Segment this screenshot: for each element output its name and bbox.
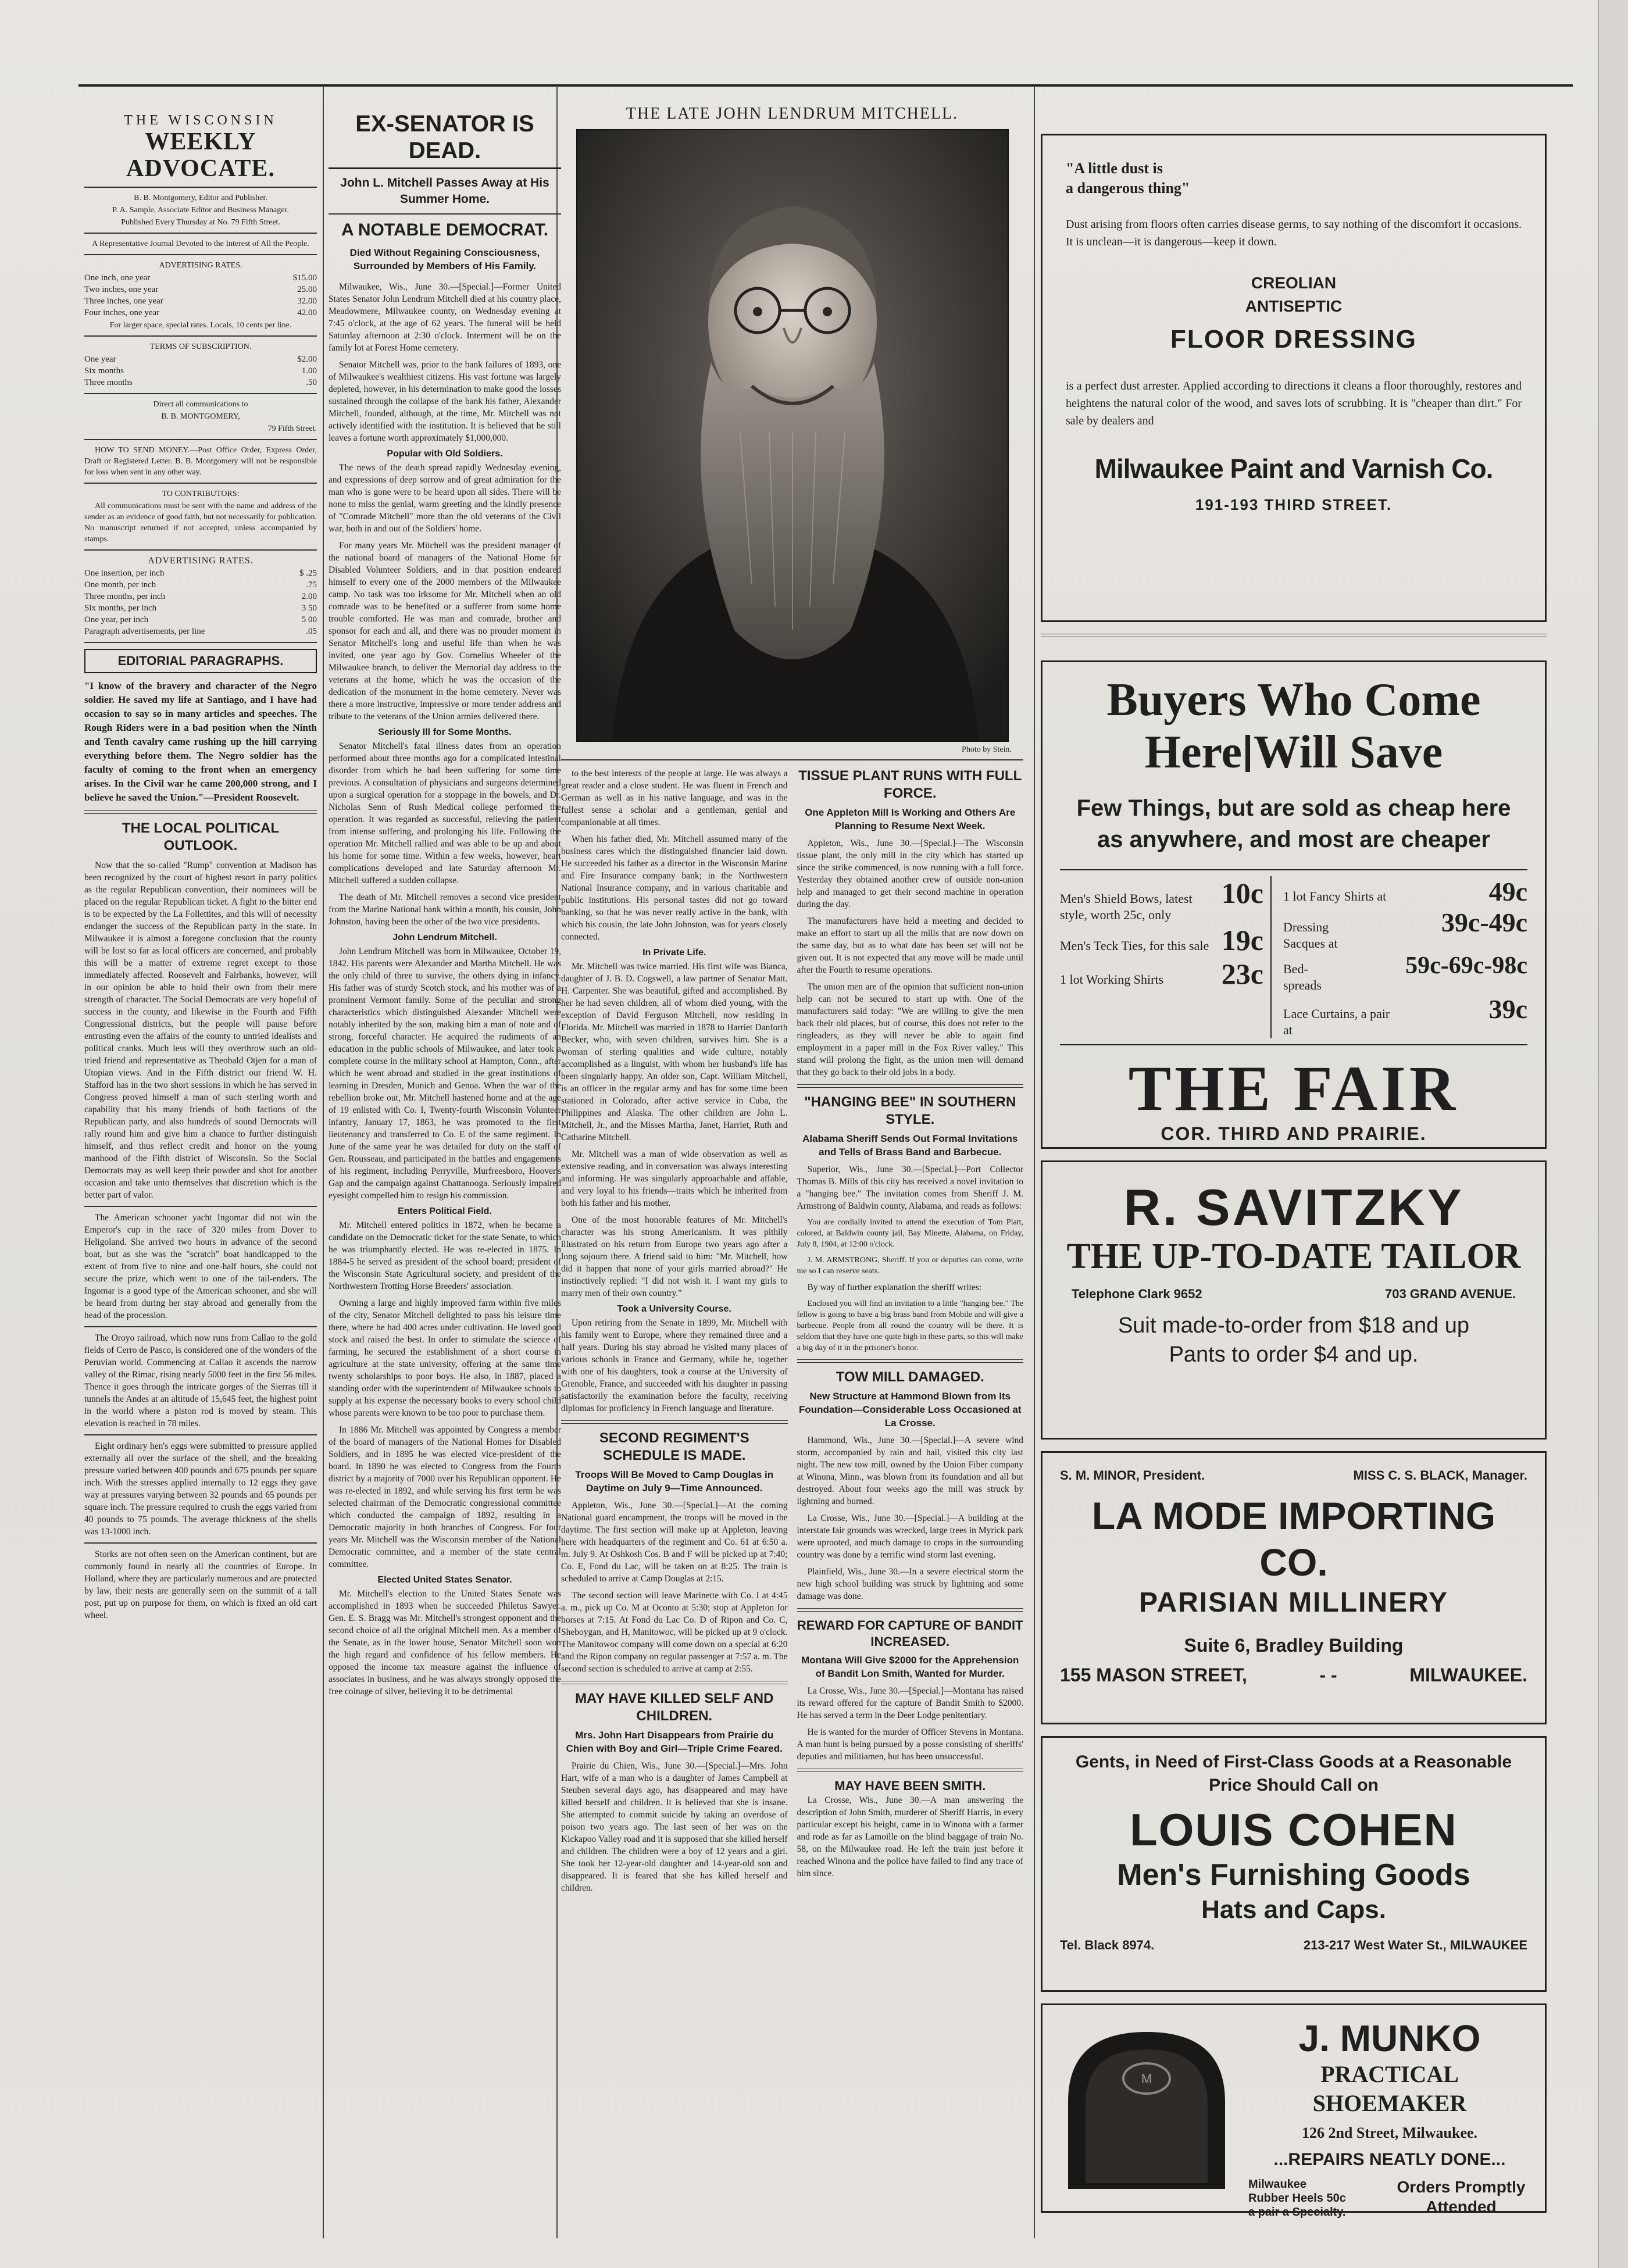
divider: [561, 759, 1023, 760]
product-name-1: CREOLIAN: [1251, 274, 1337, 292]
may-have-killed-deck: Mrs. John Hart Disappears from Prairie du Chien with Boy and Girl—Triple Crime Feared.: [566, 1730, 783, 1754]
article-paragraph: Appleton, Wis., June 30.—[Special.]—At the coming National guard encampment, the troops will be moved in the daytime. The first section will make up at Appleton, leaving here with headquarters of the regiment and Co. 61 at 6:50 a. m. July 9. At Oshkosh Cos. B and F will be picked up at 7:40; Co. E, Fond du Lac, will be taken on at 8:25. The train is scheduled to arrive at Camp Douglas at 2:15.: [561, 1501, 788, 1584]
rate-price: $2.00: [297, 355, 317, 364]
article-paragraph: By way of further explanation the sheriff writes:: [807, 1283, 982, 1292]
rate-label: Four inches, one year: [84, 308, 160, 317]
fair-store-name: THE FAIR: [1128, 1053, 1459, 1124]
tow-mill-deck: New Structure at Hammond Blown from Its Foundation—Considerable Loss Occasioned at La Crosse.: [798, 1391, 1022, 1428]
rate-row: [84, 272, 317, 284]
rate-label: Paragraph advertisements, per line: [84, 627, 205, 636]
savitzky-offer-1: Suit made-to-order from $18 and up: [1118, 1313, 1470, 1338]
company-address: 191-193 THIRD STREET.: [1195, 496, 1393, 513]
motto: A Representative Journal Devoted to the Interest of All the People.: [92, 240, 309, 248]
price-label: Dressing Sacques at: [1283, 920, 1338, 951]
savitzky-address: 703 GRAND AVENUE.: [1385, 1287, 1516, 1301]
rate-row: [84, 591, 317, 602]
price-label: Men's Teck Ties, for this sale: [1060, 938, 1209, 953]
price-label: 1 lot Working Shirts: [1060, 972, 1164, 987]
article-paragraph: Mr. Mitchell was a man of wide observation as well as extensive reading, and in conversation was always interesting and informing. He was singularly approachable and affable, and very loyal to his friends—traits which he inherited from both his father and his mother.: [561, 1149, 788, 1208]
cohen-contact: [1060, 1938, 1527, 1953]
divider: [84, 1326, 317, 1327]
savitzky-offer-2: Pants to order $4 and up.: [1169, 1342, 1419, 1367]
rate-price: 1.00: [301, 366, 317, 376]
rate-row: [84, 602, 317, 614]
fair-line-2a: Here: [1144, 727, 1243, 778]
article-paragraph: The death of Mr. Mitchell removes a second vice president from the Marine National bank within a month, his cousin, John Johnston, having been the other of the two vice presidents.: [329, 892, 561, 927]
price-item: [1283, 907, 1527, 952]
rate-price: $ .25: [299, 569, 317, 578]
article-paragraph: Mr. Mitchell's election to the United States Senate was accomplished in 1893 when he succeeded Philetus Sawyer. Gen. E. S. Bragg was Mr. Mitchell's strongest opponent and the second choice of all the original Mitchell men. As a member of the Senate, as in the lower house, Senator Mitchell soon won the high regard and confidence of his fellow members. He opposed the income tax measure against the influence of associates in business, and he was always strongly opposed the free coinage of silver, believing it to be detrimental: [329, 1589, 561, 1696]
divider: [1041, 634, 1547, 637]
price-value: 49c: [1488, 877, 1527, 906]
la-mode-president: S. M. MINOR, President.: [1060, 1468, 1205, 1483]
rate-label: One inch, one year: [84, 273, 151, 283]
article-paragraph: The manufacturers have held a meeting and decided to make an effort to start up all the mills that are now down on the same day, but as to what date has been set will not be given out. It is not expected that any move will be made until after the Fourth to resume operations.: [797, 916, 1023, 975]
article-paragraph: For many years Mr. Mitchell was the president manager of the national board of managers of the National Home for Disabled Volunteer Soldiers, and in that position endeared himself to every one of the 2000 members of the Milwaukee camp. No task was too irksome for Mr. Mitchell when an old comrade was to be benefited or a sufferer from some home trouble comforted. He was man and comrade, brother and sponsor for each and all, and there was no prouder moment in Senator Mitchell's long and useful life than when he was invited, one year ago by Gov. Cornelius Wheeler of the Milwaukee branch, to deliver the Memorial day address to the veterans at the home, which he was the occasion of the dedication of the monument in the home cemetery. Never was there a more instructive, impressive or more tender address and tribute to the veterans of the Union armies delivered there.: [329, 541, 561, 722]
article-paragraph: Hammond, Wis., June 30.—[Special.]—A severe wind storm, accompanied by rain and hail, visited this city last night. The new tow mill, owned by the Union Fiber company at Winona, Minn., was blown from its foundation and all but destroyed. About four weeks ago the mill was struck by lightning and burned.: [797, 1435, 1023, 1506]
reward-headline: REWARD FOR CAPTURE OF BANDIT INCREASED.: [797, 1618, 1023, 1649]
article-paragraph: One of the most honorable features of Mr. Mitchell's character was his strong Americanism. It was pithily illustrated on his return from Europe two years ago after a long sojourn there. A friend said to him: "Mr. Mitchell, how did it happen that none of your girls married abroad?" He instinctively replied: "I did not wish it. I want my girls to marry men of their own country.": [561, 1215, 788, 1298]
price-label: Bed-spreads: [1283, 962, 1322, 992]
fair-separator: [1245, 735, 1250, 772]
divider: [797, 1608, 1024, 1612]
article-paragraph: He is wanted for the murder of Officer Stevens in Montana. A man hunt is being pursued by a posse consisting of sheriffs' deputies and militiamen, but has been unsuccessful.: [797, 1727, 1023, 1762]
la-mode-city: MILWAUKEE.: [1409, 1665, 1527, 1685]
ad-creolian: [1041, 134, 1547, 622]
roosevelt-quote: "I know of the bravery and character of the Negro soldier. He saved my life at Santiago, and I have had occasion to say so in many articles and speeches. The Rough Riders were in a bad position when the Ninth and Tenth cavalry came rushing up the hill carrying everything before them. The Negro soldier has the faculty of coming to the front when an emergency arises. In the Civil war he came 200,000 strong, and I believe he saved the Union."—President Roosevelt.: [84, 680, 317, 803]
mitchell-headline-2: A NOTABLE DEMOCRAT.: [341, 220, 549, 240]
column-2: [329, 87, 561, 2238]
article-paragraph: John Lendrum Mitchell was born in Milwaukee, October 19, 1842. His parents were Alexander and Martha Mitchell. He was the only child of three to survive, the others dying in infancy. His father was of sturdy Scotch stock, and his mother was of a prominent Vermont family. Some of the peculiar and strong characteristics which distinguished Alexander Mitchell were notably inherited by the son, making him a man of note and of strong, forceful character. He acquired the rudiments of an education in the public schools of Milwaukee, and later took a complete course in the military school at Hampton, Conn., after which he went abroad and studied in the great institutions of learning in Dresden, Munich and Genoa. When the war of the rebellion broke out, Mr. Mitchell hastened home and at the age of 19 enlisted with Co. I, Twenty-fourth Wisconsin Volunteer infantry, January 17, 1863, he was promoted to the first lieutenancy and transferred to Co. E of the same regiment. In June of the same year he was detailed for duty on the staff of Gen. Rousseau, and participated in the battles and engagements of his regiment, including Perryville, Murfreesboro, Hoover's Gap and the campaign against Chattanooga. Seriously impaired eyesight compelled him to resign his commission.: [329, 947, 561, 1201]
munko-heels-line-3: a pair a Specialty.: [1248, 2206, 1346, 2219]
price-value: 19c: [1221, 924, 1263, 956]
mitchell-portrait: [576, 129, 1009, 742]
company-name: Milwaukee Paint and Varnish Co.: [1094, 453, 1493, 484]
column-1: [84, 87, 317, 2238]
ad-munko: [1041, 2003, 1547, 2219]
rate-label: One year, per inch: [84, 615, 149, 624]
article-paragraph: You are cordially invited to attend the execution of Tom Platt, colored, at Baldwin county jail, Bay Minette, Alabama, on Friday, July 8, 1904, at 12:00 o'clock.: [797, 1218, 1023, 1249]
product-name-3: FLOOR DRESSING: [1170, 325, 1418, 353]
article-paragraph: When his father died, Mr. Mitchell assumed many of the business cares which the distinguished financier laid down. He succeeded his father as a director in the Wisconsin Marine and Fire Insurance company bank; in the Northwestern National Insurance company, and in various charitable and public institutions. His personal tastes did not go toward banking, so that he was never really active in the bank, with which his cousin, the late John Johnston, was for years closely connected.: [561, 834, 788, 942]
divider: [84, 1542, 317, 1544]
munko-orders: Orders Promptly Attended: [1397, 2178, 1526, 2216]
price-value: 59c-69c-98c: [1405, 952, 1527, 979]
fair-right-items: [1283, 876, 1527, 1038]
hanging-bee-deck: Alabama Sheriff Sends Out Formal Invitations and Tells of Brass Band and Barbecue.: [802, 1133, 1018, 1158]
top-rule: [78, 84, 1573, 87]
contributors-text: All communications must be sent with the name and address of the sender as an evidence of good faith, but not necessarily for publication. No manuscript returned if not accepted, unless accompanied by stamps.: [84, 502, 317, 544]
divider: [84, 549, 317, 551]
price-label: Lace Curtains, a pair at: [1283, 1006, 1390, 1037]
article-paragraph: Eight ordinary hen's eggs were submitted to pressure applied externally all over the surface of the shell, and the breaking pressure varied between 400 pounds and 675 pounds per square inch. With the stresses applied internally to 12 eggs they gave way at pressures varying between 32 pounds and 65 pounds per square inch. The pressure required to crush the eggs varied from 40 pounds to 75 pounds. The average thickness of the shells was 13-1000 inch.: [84, 1441, 317, 1537]
mitchell-headline: EX-SENATOR IS DEAD.: [329, 110, 561, 169]
fair-line-2: [1060, 726, 1527, 778]
fair-corner: COR. THIRD AND PRAIRIE.: [1161, 1123, 1427, 1144]
column-3: [561, 87, 1023, 2238]
rate-price: 25.00: [297, 285, 317, 294]
divider: [84, 642, 317, 643]
rate-label: Six months: [84, 366, 124, 376]
article-paragraph: Appleton, Wis., June 30.—[Special.]—The Wisconsin tissue plant, the only mill in the city which has started up since the strike commenced, is now running with a full force. Yesterday they obtained another crew of outside non-union help and managed to get their second machine in operation during the day.: [797, 838, 1023, 909]
la-mode-officers: [1060, 1468, 1527, 1483]
rate-label: Three months: [84, 378, 133, 387]
column-4-ads: [1041, 87, 1547, 2238]
rate-price: .75: [306, 580, 317, 590]
rate-row: [84, 377, 317, 388]
rate-row: [84, 284, 317, 295]
ad-rates-title: ADVERTISING RATES.: [159, 261, 242, 270]
masthead-title: WEEKLY ADVOCATE.: [126, 128, 275, 182]
article-paragraph: Mr. Mitchell was twice married. His first wife was Bianca, daughter of J. B. D. Cogswell, a law partner of Senator Matt. H. Carpenter. She was beautiful, gifted and accomplished. By her he had seven children, all of whom died young, with the exception of David Ferguson Mitchell, now residing in Florida. Mr. Mitchell was married in 1878 to Harriet Danforth Becker, who, with seven children, survives him. She is a woman of sterling qualities and wide culture, notably accomplished as a linguist, with whom her husband's life has been singularly happy. An older son, Capt. William Mitchell, is an officer in the regular army and has for some time been stationed in Colorado, after active service in Cuba, the Philippines and Alaska. The other children are John L. Mitchell, Jr., and the Misses Martha, Janet, Harriet, Ruth and Catharine Mitchell.: [561, 962, 788, 1142]
article-paragraph: La Crosse, Wis., June 30.—A man answering the description of John Smith, murderer of Sheriff Harris, in every particular except his height, came in to Winona with a farmer and rode as far as Lamoille on the blind baggage of train No. 58, on the Milwaukee road. He left the train just before it reached Winona and the police have failed to find any trace of him since.: [797, 1795, 1023, 1878]
editorial-title: EDITORIAL PARAGRAPHS.: [84, 649, 317, 673]
ad-savitzky: [1041, 1160, 1547, 1440]
column-rule-3: [1034, 87, 1035, 2238]
divider: [561, 1681, 788, 1684]
photo-caption-title: THE LATE JOHN LENDRUM MITCHELL.: [626, 105, 959, 123]
article-paragraph: The union men are of the opinion that sufficient non-union help can not be secured to start up with. One of the manufacturers said today: "We are willing to give the men back their old places, but of course, this does not refer to the ringleaders, as they will never be able to again find employment in a paper mill in the Fox River valley." This stand will prolong the fight, as the union men will demand that they go back to their old jobs in a body.: [797, 982, 1023, 1077]
cohen-line-1: Men's Furnishing Goods: [1117, 1858, 1470, 1892]
rate-price: 3 50: [301, 603, 317, 613]
article-paragraph: J. M. ARMSTRONG, Sheriff. If you or deputies can come, write me so I can reserve seats.: [797, 1256, 1023, 1276]
fair-line-2b: Will Save: [1254, 727, 1443, 778]
price-label: Men's Shield Bows, latest style, worth 25c, only: [1060, 891, 1193, 922]
mitchell-deck-1: John L. Mitchell Passes Away at His Summer Home.: [340, 176, 549, 206]
divider: [84, 483, 317, 484]
send-money-notice: HOW TO SEND MONEY.—Post Office Order, Express Order, Draft or Registered Letter. B. B. Montgomery will not be responsible for loss when sent in any other way.: [84, 446, 317, 477]
subhead: Took a University Course.: [617, 1304, 731, 1314]
article-paragraph: The second section will leave Marinette with Co. I at 4:45 a. m., pick up Co. M at Oconto at 5:30; stop at Appleton for horses at 7:15. At Fond du Lac Co. D of Ripon and Co. C, Sheboygan, and H, Manitowoc, will be picked up at 9 o'clock. The Manitowoc company will come down on a special at 6:20 and the Ripon company on regular passenger at 7:57 a. m. The second section is scheduled to arrive at camp at 2:55.: [561, 1591, 788, 1674]
article-paragraph: La Crosse, Wis., June 30.—[Special.]—Montana has raised its reward offered for the capture of Bandit Smith to $2000. He has served a term in the Deer Lodge penitentiary.: [797, 1686, 1023, 1720]
munko-heels-line-1: Milwaukee: [1248, 2178, 1307, 2191]
divider: [797, 1769, 1024, 1772]
may-have-killed-headline: MAY HAVE KILLED SELF AND CHILDREN.: [575, 1691, 774, 1724]
munko-address: 126 2nd Street, Milwaukee.: [1301, 2124, 1478, 2141]
article-paragraph: Enclosed you will find an invitation to a little "hanging bee." The fellow is going to have a big brass band from Mobile and will give a barbecue. People from all round the country will be there. It is seldom that they have one quite high in these parts, so this will make a big day of it in the prisoner's honor.: [797, 1299, 1023, 1352]
article-paragraph: Owning a large and highly improved farm within five miles of the city, Senator Mitchell delighted to pass his leisure time there, where he had 400 acres under cultivation. He loved good stock and raised the best. In order to stimulate the science of farming, he secured the establishment of a short course in agriculture at the state university, offering at the same time twenty scholarships to poor boys. He also, in 1887, placed a standing order with the superintendent of Milwaukee schools to supply at his expense the necessary books to every school child whose parents were known to be too poor to purchase them.: [329, 1298, 561, 1418]
article-paragraph: Superior, Wis., June 30.—[Special.]—Port Collector Thomas B. Mills of this city has received a novel invitation to a "hanging bee." The invitation comes from Sheriff J. M. Armstrong of Baldwin county, Alabama, and reads as follows:: [797, 1165, 1023, 1211]
fair-price-list: [1060, 869, 1527, 1045]
subhead: Seriously Ill for Some Months.: [378, 727, 512, 737]
column-3-subcolumns: [561, 767, 1023, 1899]
rate-price: 42.00: [297, 308, 317, 317]
rate-row: [84, 307, 317, 319]
article-paragraph: Storks are not often seen on the American continent, but are commonly found in nearly all the countries of Europe. In Holland, where they are particularly numerous and are protected by law, their nests are generally seen on the summit of a tall post, put up on purpose for them, on which is fixed an old cart wheel.: [84, 1549, 317, 1620]
divider: [84, 233, 317, 234]
la-mode-suite: Suite 6, Bradley Building: [1184, 1635, 1404, 1656]
divider: [84, 439, 317, 440]
munko-name: J. MUNKO: [1298, 2017, 1481, 2059]
rate-row: [84, 365, 317, 377]
savitzky-title: THE UP-TO-DATE TAILOR: [1066, 1237, 1521, 1276]
article-paragraph: The news of the death spread rapidly Wednesday evening, and expressions of deep sorrow and of great admiration for the man who is gone were to be heard upon all sides. There will be none to miss the genial, warm greeting and the kindly presence of "Comrade Mitchell" more than the old veterans of the Civil war, both in and out of the Soldiers' home.: [329, 463, 561, 534]
smith-headline: MAY HAVE BEEN SMITH.: [834, 1778, 986, 1793]
rate-row: [84, 579, 317, 591]
divider: [84, 335, 317, 337]
la-mode-sub: PARISIAN MILLINERY: [1138, 1587, 1448, 1618]
price-value: 39c-49c: [1441, 908, 1527, 937]
ad-tagline-2: a dangerous thing": [1066, 180, 1190, 197]
munko-heels-line-2: Rubber Heels 50c: [1248, 2192, 1346, 2205]
rate-row: [84, 626, 317, 637]
rate-label: Three months, per inch: [84, 592, 166, 601]
subhead: In Private Life.: [642, 948, 706, 958]
associate-editor-line: P. A. Sample, Associate Editor and Business Manager.: [112, 206, 289, 215]
price-item: [1283, 952, 1527, 994]
cohen-line-2: Hats and Caps.: [1201, 1895, 1386, 1924]
column-rule-1: [323, 87, 324, 2238]
article-paragraph: The Oroyo railroad, which now runs from Callao to the gold fields of Cerro de Pasco, is considered one of the wonders of the Peruvian world. Commencing at Callao it ascends the narrow valley of the Rimac, rising nearly 5000 feet in the first 56 miles. Thence it goes through the intricate gorges of the Sierras till it tunnels the Andes at an altitude of 15,645 feet, the highest point in the world where a piston rod is moved by steam. This elevation is reached in 78 miles.: [84, 1333, 317, 1428]
fair-pitch: Few Things, but are sold as cheap here as anywhere, and most are cheaper: [1076, 795, 1511, 852]
munko-title: PRACTICAL SHOEMAKER: [1312, 2061, 1467, 2116]
article-paragraph: to the best interests of the people at large. He was always a great reader and a close student. He was fluent in French and German as well as in his native language, and was in the fullest sense a scholar and a gentleman, genial and companionable at all times.: [561, 769, 788, 827]
rate-row: [84, 567, 317, 579]
hanging-bee-headline: "HANGING BEE" IN SOUTHERN STYLE.: [804, 1094, 1016, 1127]
rate-price: 32.00: [297, 297, 317, 306]
price-item: [1060, 957, 1263, 991]
article-paragraph: Milwaukee, Wis., June 30.—[Special.]—Former United States Senator John Lendrum Mitchell died at his country place, Meadowmere, Milwaukee county, on Wednesday evening at 7:45 o'clock, at the age of 62 years. The funeral will be held Saturday afternoon at 2:30 o'clock. Interment will be on the family lot at Forest Home cemetery.: [329, 282, 561, 353]
rate-label: Two inches, one year: [84, 285, 159, 294]
rate-row: [84, 614, 317, 626]
cohen-name: LOUIS COHEN: [1130, 1804, 1458, 1855]
rate-price: $15.00: [292, 273, 317, 283]
publisher-name: B. B. MONTGOMERY,: [161, 412, 240, 421]
article-paragraph: Plainfield, Wis., June 30.—In a severe electrical storm the new high school building was struck by lightning and some damage was done.: [797, 1567, 1023, 1601]
rate-label: Three inches, one year: [84, 297, 163, 306]
la-mode-name: LA MODE IMPORTING CO.: [1091, 1494, 1496, 1584]
munko-heels: [1248, 2177, 1346, 2219]
article-paragraph: La Crosse, Wis., June 30.—[Special.]—A building at the interstate fair grounds was wrecked, large trees in Myrick park were uprooted, and much damage to crops in the surrounding country was done by a terrific wind storm last evening.: [797, 1513, 1023, 1560]
subhead: John Lendrum Mitchell.: [392, 933, 497, 942]
ad-rates-2-title: ADVERTISING RATES.: [148, 556, 254, 566]
divider: [797, 1084, 1024, 1088]
savitzky-phone: Telephone Clark 9652: [1072, 1287, 1202, 1301]
la-mode-street-address: 155 MASON STREET,: [1060, 1665, 1247, 1685]
page-binding-edge: [1598, 0, 1628, 2268]
ad-the-fair: [1041, 660, 1547, 1149]
price-item: [1283, 876, 1527, 907]
svg-text:M: M: [1141, 2071, 1152, 2086]
reward-deck: Montana Will Give $2000 for the Apprehension of Bandit Lon Smith, Wanted for Murder.: [801, 1655, 1019, 1679]
ad-tagline-1: "A little dust is: [1066, 160, 1163, 177]
article-paragraph: Now that the so-called "Rump" convention at Madison has been recognized by the court of highest resort in party politics as the regular Republican convention, their nominees will be placed on the regular Republican ticket. A fight to the bitter end is to be expected by the La Follettites, and this will of necessity endanger the success of the Republican party in the state. In Milwaukee it is almost a foregone conclusion that the county will be lost so far as local officers are concerned, and probably this will be a matter of extreme regret except to those immediately affected. Roosevelt and Fairbanks, however, will in our opinion be able to hold their own from their mere strength of character. The Social Democrats are very hopeful of success in the county, and likewise in the Fourth and Fifth Congressional districts, but the people will pause before entrusting even the affairs of the county to untried idealists and political cranks. Much less will they overthrow such an old-tried friend and representative as Theobald Otjen for a man of Utopian views. And in the Fifth district our friend W. H. Stafford has in the two short sessions in which he has served in Congress proved himself a man of such sterling worth and capability that his many friends of both factions of the Republican party, and also hundreds of sound Democrats will rally round him and give him a chance to further distinguish himself, and thus reflect credit and honor on the young manhood of the Fifth district of Wisconsin. So the Social Democrats may as well keep their powder and shot for another occasion and take unto themselves that discretion which is the better part of valor.: [84, 860, 317, 1200]
rate-price: 5 00: [301, 615, 317, 624]
subscription-title: TERMS OF SUBSCRIPTION.: [149, 342, 252, 351]
divider: [797, 1359, 1024, 1363]
mitchell-deck-2: Died Without Regaining Consciousness, Surrounded by Members of His Family.: [349, 247, 540, 272]
ad-louis-cohen: [1041, 1736, 1547, 1992]
article-paragraph: The American schooner yacht Ingomar did not win the Emperor's cup in the race of 320 miles from Dover to Heligoland. She arrived two hours in advance of the second boat, but as she was the "scratch" boat handicapped to the extent of from five to nine and one-half hours, she could not secure the prize, which went to one of the tail-enders. The Ingomar is a good type of the American schooner, and she will be heard from during her stay abroad and generally from the head of the procession.: [84, 1213, 317, 1320]
ad-body-1: Dust arising from floors often carries disease germs, to say nothing of the discomfort it occasions. It is unclean—it is dangerous—keep it down.: [1066, 218, 1522, 248]
rate-label: One year: [84, 355, 116, 364]
divider: [84, 810, 317, 814]
rate-row: [84, 295, 317, 307]
la-mode-street-dashes: - -: [1319, 1665, 1337, 1685]
cohen-intro: Gents, in Need of First-Class Goods at a Reasonable Price Should Call on: [1075, 1752, 1512, 1795]
article-paragraph: Senator Mitchell was, prior to the bank failures of 1893, one of Milwaukee's wealthiest citizens. His vast fortune was largely depleted, however, in his determination to make good the losses sustained through the collapse of the bank his father, Alexander Mitchell, founded, although, at the time, Mr. Mitchell was not actively identified with the institution. It is believed that he still leaves a fortune worth approximately $1,000,000.: [329, 360, 561, 443]
second-regiment-headline: SECOND REGIMENT'S SCHEDULE IS MADE.: [599, 1430, 749, 1463]
rate-label: One insertion, per inch: [84, 569, 165, 578]
munko-text: [1248, 2017, 1531, 2219]
photo-credit: Photo by Stein.: [962, 745, 1012, 754]
cohen-tel: Tel. Black 8974.: [1060, 1938, 1155, 1952]
price-item: [1060, 876, 1263, 923]
product-name-2: ANTISEPTIC: [1245, 297, 1343, 315]
rate-row: [84, 353, 317, 365]
divider: [329, 213, 561, 215]
publisher-address: 79 Fifth Street.: [267, 424, 317, 433]
divider: [84, 254, 317, 255]
masthead-line-1: THE WISCONSIN: [124, 113, 277, 128]
divider: [561, 1420, 788, 1424]
article-paragraph: Senator Mitchell's fatal illness dates from an operation performed about three months ago for a complicated intestinal disorder from which he had been suffering for some time previous. A consultation of physicians and surgeons determined upon a surgical operation for a stoppage in the bowels, and Dr. Nicholas Senn of Rush Medical college performed the operation. It was regarded as successful, relieving the patient from intense suffering, and prolonging his life. Following the operation Mr. Mitchell rallied and was able to be up and about his home for some time. Within a few weeks, however, heart complications developed and late Saturday afternoon Mr. Mitchell suffered a sudden collapse.: [329, 741, 561, 885]
subcolumn-left: [561, 767, 788, 1899]
rate-label: One month, per inch: [84, 580, 156, 590]
article-paragraph: Upon retiring from the Senate in 1899, Mr. Mitchell with his family went to Europe, where they remained three and a half years. During his stay abroad he visited many places of various schools in France and Germany, while he, together with one of his daughters, took a course at the University of Grenoble, France, and succeeded with his daughter in passing satisfactorily the examination before the faculty, receiving diplomas for proficiency in French language and literature.: [561, 1318, 788, 1413]
tissue-plant-deck: One Appleton Mill Is Working and Others Are Planning to Resume Next Week.: [805, 807, 1016, 831]
contributors-title: TO CONTRIBUTORS:: [162, 490, 240, 498]
shoe-heel-icon: [1056, 2020, 1237, 2195]
article-paragraph: Prairie du Chien, Wis., June 30.—[Special.]—Mrs. John Hart, wife of a man who is a daughter of James Campbell at Steuben several days ago, has disappeared and may have killed herself and children. It is believed that she is insane. She attempted to commit suicide by taking an overdose of poison two years ago. The last seen of her was on the Kickapoo Valley road and it is supposed that she killed herself and children. The children were a boy of 12 years and a girl. She took her 12-year-old daughter and 14-year-old son and disappeared. It is feared that she has killed herself and children.: [561, 1761, 788, 1893]
divider: [84, 1434, 317, 1435]
tow-mill-headline: TOW MILL DAMAGED.: [836, 1369, 984, 1385]
savitzky-contact: [1072, 1287, 1516, 1302]
ad-body-2: is a perfect dust arrester. Applied according to directions it cleans a floor thoroughly, restores and heightens the natural color of the wood, and saves lots of scrubbing. It is "cheaper than dirt." For sale by dealers and: [1066, 380, 1522, 427]
price-label: 1 lot Fancy Shirts at: [1283, 889, 1387, 903]
local-political-title: THE LOCAL POLITICAL OUTLOOK.: [122, 820, 280, 853]
la-mode-manager: MISS C. S. BLACK, Manager.: [1353, 1468, 1527, 1483]
subcolumn-right: [797, 767, 1024, 1899]
subhead: Popular with Old Soldiers.: [387, 449, 503, 459]
fair-line-1: Buyers Who Come: [1106, 674, 1481, 726]
ad-la-mode: [1041, 1451, 1547, 1724]
savitzky-name: R. SAVITZKY: [1123, 1178, 1464, 1236]
rates-note: For larger space, special rates. Locals, 10 cents per line.: [109, 321, 292, 330]
price-value: 39c: [1488, 994, 1527, 1024]
munko-repairs: ...REPAIRS NEATLY DONE...: [1273, 2150, 1506, 2169]
rate-price: .05: [306, 627, 317, 636]
portrait-drawing: [577, 130, 1008, 741]
direct-line: Direct all communications to: [153, 400, 248, 409]
rate-price: 2.00: [301, 592, 317, 601]
price-item: [1060, 923, 1263, 957]
price-value: 23c: [1221, 958, 1263, 990]
divider: [84, 393, 317, 394]
article-paragraph: In 1886 Mr. Mitchell was appointed by Congress a member of the board of managers of the National Homes for Disabled Soldiers, and in 1895 he was elected vice-president of the board. In 1890 he was elected to Congress from the Fourth district by a majority of 7000 over his Republican opponent. He was re-elected in 1892, and while serving his first term he was selected chairman of the Democratic congressional committee which conducted the campaign of 1892, resulting in a Democratic majority in both branches of Congress. For four years Mr. Mitchell was the Wisconsin member of the National Democratic committee, and a member of the state central committee.: [329, 1425, 561, 1569]
divider: [84, 187, 317, 188]
price-value: 10c: [1221, 877, 1263, 909]
fair-left-items: [1060, 876, 1272, 1038]
subhead: Elected United States Senator.: [377, 1575, 512, 1585]
rate-price: .50: [306, 378, 317, 387]
article-paragraph: Mr. Mitchell entered politics in 1872, when he became a candidate on the Democratic ticket for the state Senate, to which he was triumphantly elected. He was re-elected in 1875. In 1884-5 he served as president of the school board; president of the Wisconsin State Agricultural society, and president of the Northwestern Trotting Horse Breeders' association.: [329, 1220, 561, 1291]
tissue-plant-headline: TISSUE PLANT RUNS WITH FULL FORCE.: [798, 768, 1022, 801]
price-item: [1283, 994, 1527, 1038]
munko-footer: [1248, 2177, 1531, 2219]
rate-label: Six months, per inch: [84, 603, 157, 613]
cohen-address: 213-217 West Water St., MILWAUKEE: [1303, 1938, 1527, 1952]
editor-line: B. B. Montgomery, Editor and Publisher.: [134, 194, 267, 202]
la-mode-street: [1060, 1665, 1527, 1686]
subhead: Enters Political Field.: [398, 1206, 492, 1216]
published-line: Published Every Thursday at No. 79 Fifth Street.: [121, 218, 280, 227]
divider: [84, 1206, 317, 1207]
second-regiment-deck: Troops Will Be Moved to Camp Douglas in Daytime on July 9—Time Announced.: [575, 1469, 774, 1494]
